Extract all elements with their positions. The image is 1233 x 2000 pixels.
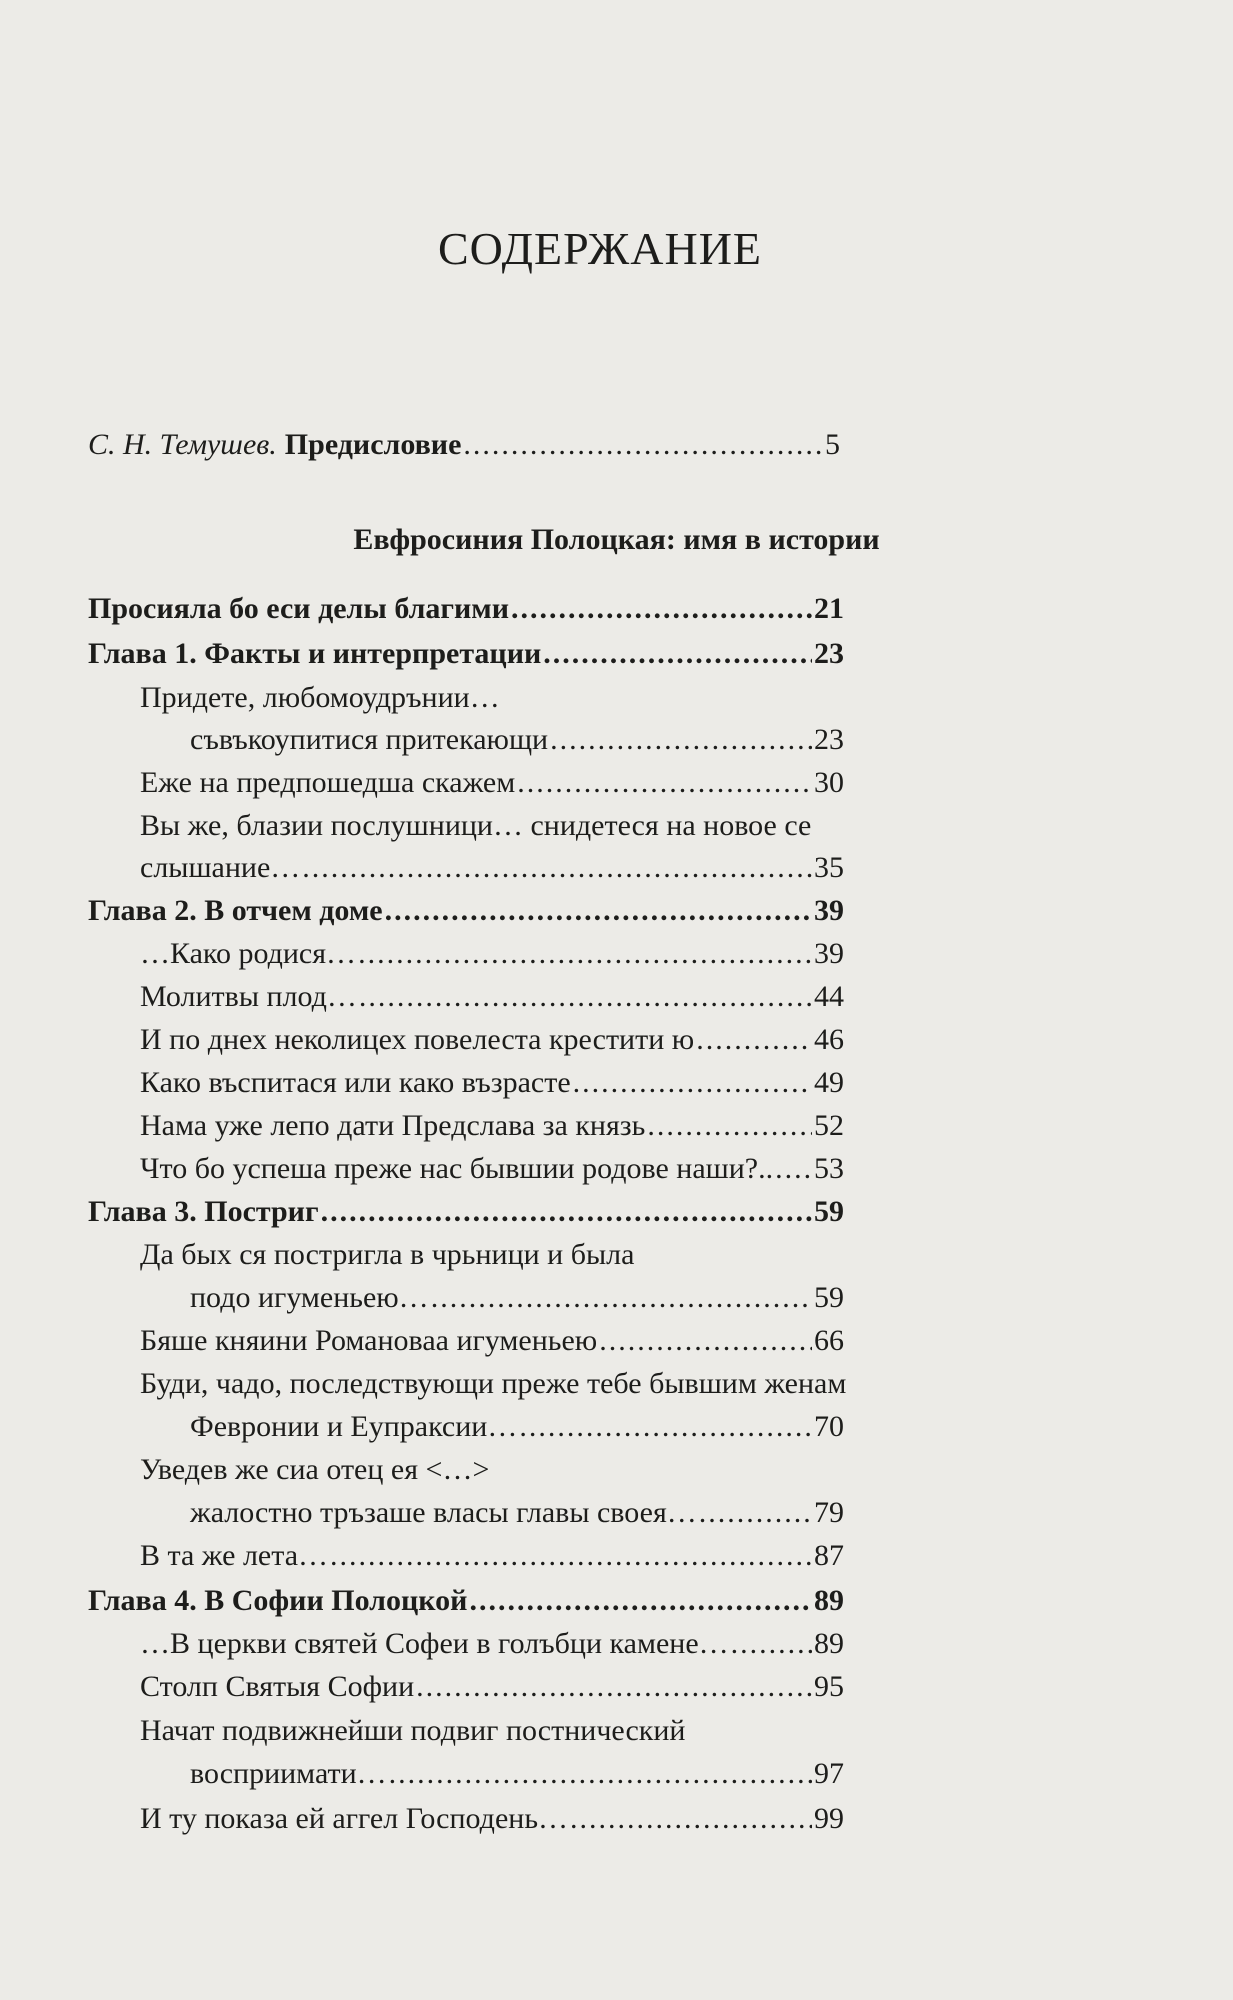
- dot-leader: [775, 1151, 812, 1187]
- toc-entry: Како въспитася или како възрасте ..... 49: [140, 1065, 844, 1101]
- page-number: 39: [814, 937, 844, 970]
- page-number: 89: [814, 1584, 844, 1617]
- toc-entry-chapter-2: Глава 2. В отчем доме ..... 39: [88, 893, 844, 929]
- dot-leader: [359, 979, 812, 1015]
- page-title: СОДЕРЖАНИЕ: [437, 223, 763, 274]
- dot-leader: [573, 1065, 812, 1101]
- toc-entry: Что бо успеша преже нас бывшии родове наши?.. ..... 53: [140, 1151, 844, 1187]
- toc-entry: Просияла бо еси делы благими ..... 21: [88, 591, 844, 627]
- section-heading: Евфросиния Полоцкая: имя в истории: [353, 523, 880, 556]
- toc-entry: подо игуменьею… ..... 59: [190, 1280, 844, 1316]
- page-number: 49: [814, 1066, 844, 1099]
- page-number: 99: [814, 1802, 844, 1835]
- toc-entry-preface: [88, 427, 840, 463]
- dot-leader: [570, 1801, 812, 1837]
- page-number: 59: [814, 1195, 844, 1228]
- dot-leader: [511, 591, 812, 627]
- page-number: 21: [814, 592, 844, 625]
- toc-entry: съвъкоупитися притекающи ..... 23: [190, 722, 844, 758]
- toc-entry: Февронии и Еупраксии… ..... 70: [190, 1409, 844, 1445]
- dot-leader: [463, 427, 823, 463]
- page-number: 70: [814, 1410, 844, 1443]
- dot-leader: [330, 1538, 812, 1574]
- preface-title: Предисловие: [284, 428, 462, 461]
- dot-leader: [469, 1583, 812, 1619]
- page-number: 66: [814, 1324, 844, 1357]
- toc-entry-line1: Вы же, блазии послушници… снидетеся на новое се: [140, 809, 812, 842]
- toc-entry-line1: Буди, чадо, последствующи преже тебе бывшим женам: [140, 1367, 847, 1400]
- page-number: 87: [814, 1539, 844, 1572]
- page-number: 23: [814, 723, 844, 756]
- page-number: 39: [814, 894, 844, 927]
- page-number: 95: [814, 1670, 844, 1703]
- toc-entry: слышание… ..... 35: [140, 850, 844, 886]
- dot-leader: [302, 850, 812, 886]
- preface-author: С. Н. Темушев.: [88, 428, 277, 461]
- toc-entry: И ту показа ей аггел Господень… ..... 99: [140, 1801, 844, 1837]
- page-number: 89: [814, 1627, 844, 1660]
- page-number: 35: [814, 851, 844, 884]
- dot-leader: [731, 1626, 812, 1662]
- toc-entry: Молитвы плод… ..... 44: [140, 979, 844, 1015]
- toc-entry: …В церкви святей Софеи в голъбци камене… ..... 89: [140, 1626, 844, 1662]
- dot-leader: [543, 636, 812, 672]
- page-number: 23: [814, 637, 844, 670]
- toc-entry-chapter-3: Глава 3. Постриг ..... 59: [88, 1194, 844, 1230]
- toc-entry: Нама уже лепо дати Предслава за князь ..... 52: [140, 1108, 844, 1144]
- toc-entry-line1: Уведев же сиа отец ея <…>: [140, 1453, 490, 1486]
- dot-leader: [431, 1280, 812, 1316]
- toc-entry: жалостно тръзаше власы главы своея… ..... 79: [190, 1495, 844, 1531]
- page-number: 30: [814, 766, 844, 799]
- dot-leader: [599, 1323, 812, 1359]
- dot-leader: [550, 722, 812, 758]
- toc-entry: восприимати… ..... 97: [190, 1756, 844, 1792]
- dot-leader: [519, 1409, 812, 1445]
- toc-entry: И по днех неколицех повелеста крестити ю ..... 46: [140, 1022, 844, 1058]
- page-number: 59: [814, 1281, 844, 1314]
- dot-leader: [321, 1194, 812, 1230]
- page-number: 5: [825, 428, 840, 461]
- dot-leader: [647, 1108, 812, 1144]
- page-number: 97: [814, 1757, 844, 1790]
- dot-leader: [385, 893, 812, 929]
- dot-leader: [699, 1495, 812, 1531]
- toc-entry: Столп Святыя Софии ..... 95: [140, 1669, 844, 1705]
- toc-entry-line1: Придете, любомоудрънии…: [140, 681, 500, 714]
- dot-leader: [517, 765, 812, 801]
- dot-leader: [389, 1756, 812, 1792]
- toc-entry: В та же лета… ..... 87: [140, 1538, 844, 1574]
- toc-entry: …Како родися… ..... 39: [140, 936, 844, 972]
- dot-leader: [416, 1669, 812, 1705]
- page-number: 52: [814, 1109, 844, 1142]
- page-number: 53: [814, 1152, 844, 1185]
- toc-entry: Бяше княини Романоваа игуменьею ..... 66: [140, 1323, 844, 1359]
- page-number: 44: [814, 980, 844, 1013]
- page-number: 79: [814, 1496, 844, 1529]
- toc-entry-chapter-1: Глава 1. Факты и интерпретации ..... 23: [88, 636, 844, 672]
- toc-entry: Еже на предпошедша скажем ..... 30: [140, 765, 844, 801]
- dot-leader: [358, 936, 812, 972]
- dot-leader: [696, 1022, 812, 1058]
- page-number: 46: [814, 1023, 844, 1056]
- toc-entry-line1: Да бых ся постригла в чрьници и была: [140, 1238, 635, 1271]
- toc-entry-chapter-4: Глава 4. В Софии Полоцкой ..... 89: [88, 1583, 844, 1619]
- toc-entry-line1: Начат подвижнейши подвиг постнический: [140, 1714, 686, 1747]
